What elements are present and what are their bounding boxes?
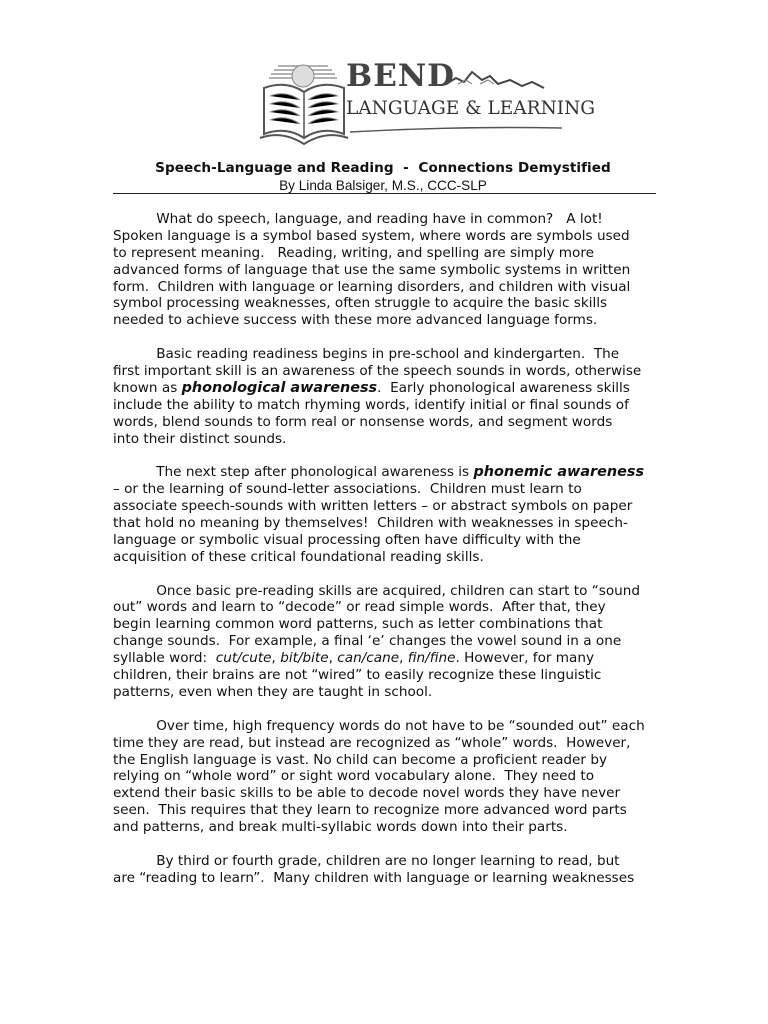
title-divider bbox=[113, 193, 656, 194]
text-line bbox=[113, 870, 661, 887]
text-line bbox=[113, 295, 661, 312]
text-line bbox=[113, 279, 661, 296]
text-segment: By third or fourth grade, children are no longer learning to read, but bbox=[113, 852, 620, 869]
text-line bbox=[113, 819, 661, 836]
text-segment: symbol processing weaknesses, often struggle to acquire the basic skills bbox=[113, 295, 608, 312]
text-line bbox=[113, 363, 661, 380]
text-line bbox=[113, 684, 661, 701]
text-line bbox=[113, 633, 661, 650]
paragraph-gap bbox=[113, 566, 661, 583]
text-segment: into their distinct sounds. bbox=[113, 430, 287, 447]
text-line bbox=[113, 735, 661, 752]
text-segment: time they are read, but instead are recognized as “whole” words. However, bbox=[113, 734, 631, 751]
text-line bbox=[113, 515, 661, 532]
text-segment: patterns, even when they are taught in school. bbox=[113, 683, 433, 700]
text-segment: known as bbox=[113, 379, 182, 396]
text-line bbox=[113, 718, 661, 735]
text-segment: advanced forms of language that use the same symbolic systems in written bbox=[113, 261, 631, 278]
text-line bbox=[113, 211, 661, 228]
text-line bbox=[113, 262, 661, 279]
text-segment: relying on “whole word” or sight word vocabulary alone. They need to bbox=[113, 768, 595, 785]
text-segment: . However, for many bbox=[455, 650, 595, 667]
text-segment: seen. This requires that they learn to recognize more advanced word parts bbox=[113, 802, 627, 819]
document-byline: By Linda Balsiger, M.S., CCC-SLP bbox=[279, 178, 487, 193]
text-line bbox=[113, 228, 661, 245]
text-segment: first important skill is an awareness of the speech sounds in words, otherwise bbox=[113, 363, 642, 380]
italic-example: cut/cute bbox=[215, 650, 272, 667]
text-line bbox=[113, 650, 661, 667]
text-segment: words, blend sounds to form real or nonsense words, and segment words bbox=[113, 413, 613, 430]
text-segment: that hold no meaning by themselves! Children with weaknesses in speech- bbox=[113, 515, 628, 532]
text-segment: – or the learning of sound-letter associations. Children must learn to bbox=[113, 481, 582, 498]
text-line bbox=[113, 785, 661, 802]
text-line bbox=[113, 498, 661, 515]
text-segment: needed to achieve success with these more advanced language forms. bbox=[113, 312, 598, 329]
text-segment: . Early phonological awareness skills bbox=[377, 379, 630, 396]
text-line bbox=[113, 768, 661, 785]
emphasized-term: phonological awareness bbox=[181, 379, 378, 396]
paragraph bbox=[113, 346, 661, 447]
text-line bbox=[113, 397, 661, 414]
text-segment: out” words and learn to “decode” or read simple words. After that, they bbox=[113, 599, 606, 616]
text-segment: children, their brains are not “wired” to easily recognize these linguistic bbox=[113, 667, 602, 684]
paragraph bbox=[113, 211, 661, 329]
italic-example: bit/bite bbox=[280, 650, 329, 667]
paragraph-gap bbox=[113, 329, 661, 346]
text-line bbox=[113, 431, 661, 448]
emphasized-term: phonemic awareness bbox=[473, 464, 645, 481]
text-segment: Once basic pre-reading skills are acquired, children can start to “sound bbox=[113, 582, 641, 599]
italic-example: can/cane bbox=[337, 650, 400, 667]
text-line bbox=[113, 346, 661, 363]
text-line bbox=[113, 752, 661, 769]
text-segment: , bbox=[328, 650, 338, 667]
text-segment: acquisition of these critical foundational reading skills. bbox=[113, 548, 484, 565]
text-segment: begin learning common word patterns, such as letter combinations that bbox=[113, 616, 603, 633]
text-line bbox=[113, 312, 661, 329]
document-body bbox=[113, 211, 661, 887]
text-segment: to represent meaning. Reading, writing, and spelling are simply more bbox=[113, 244, 595, 261]
text-line bbox=[113, 532, 661, 549]
paragraph bbox=[113, 718, 661, 836]
text-line bbox=[113, 802, 661, 819]
text-segment: The next step after phonological awareness is bbox=[113, 464, 474, 481]
logo-name-language-learning: LANGUAGE & LEARNING bbox=[346, 98, 596, 119]
text-line bbox=[113, 616, 661, 633]
paragraph bbox=[113, 464, 661, 565]
text-segment: Over time, high frequency words do not have to be “sounded out” each bbox=[113, 717, 645, 734]
text-line bbox=[113, 583, 661, 600]
paragraph bbox=[113, 583, 661, 701]
text-segment: syllable word: bbox=[113, 650, 216, 667]
text-segment: language or symbolic visual processing often have difficulty with the bbox=[113, 531, 581, 548]
text-segment: form. Children with language or learning disorders, and children with visual bbox=[113, 278, 631, 295]
paragraph bbox=[113, 853, 661, 887]
text-segment: the English language is vast. No child can become a proficient reader by bbox=[113, 751, 607, 768]
text-segment: include the ability to match rhyming words, identify initial or final sounds of bbox=[113, 396, 629, 413]
mountains-icon bbox=[446, 72, 544, 88]
text-segment: , bbox=[399, 650, 408, 667]
text-segment: are “reading to learn”. Many children with language or learning weaknesses bbox=[113, 869, 635, 886]
text-segment: What do speech, language, and reading have in common? A lot! bbox=[113, 211, 603, 227]
text-segment: associate speech-sounds with written letters – or abstract symbols on paper bbox=[113, 498, 633, 515]
paragraph-gap bbox=[113, 836, 661, 853]
italic-example: fin/fine bbox=[407, 650, 456, 667]
paragraph-gap bbox=[113, 701, 661, 718]
text-segment: and patterns, and break multi-syllabic words down into their parts. bbox=[113, 819, 568, 836]
text-segment: , bbox=[271, 650, 281, 667]
text-segment: Basic reading readiness begins in pre-school and kindergarten. The bbox=[113, 346, 620, 363]
text-segment: Spoken language is a symbol based system, where words are symbols used bbox=[113, 227, 630, 244]
text-line bbox=[113, 414, 661, 431]
logo-name-bend: BEND bbox=[346, 58, 456, 94]
text-line bbox=[113, 853, 661, 870]
paragraph-gap bbox=[113, 447, 661, 464]
text-line bbox=[113, 599, 661, 616]
document-title: Speech-Language and Reading - Connections Demystified bbox=[155, 160, 611, 176]
text-segment: extend their basic skills to be able to decode novel words they have never bbox=[113, 785, 621, 802]
text-line bbox=[113, 464, 661, 481]
text-line bbox=[113, 549, 661, 566]
text-line bbox=[113, 380, 661, 397]
company-logo bbox=[258, 56, 596, 148]
text-line bbox=[113, 481, 661, 498]
text-segment: change sounds. For example, a final ‘e’ changes the vowel sound in a one bbox=[113, 633, 622, 650]
text-line bbox=[113, 667, 661, 684]
text-line bbox=[113, 245, 661, 262]
